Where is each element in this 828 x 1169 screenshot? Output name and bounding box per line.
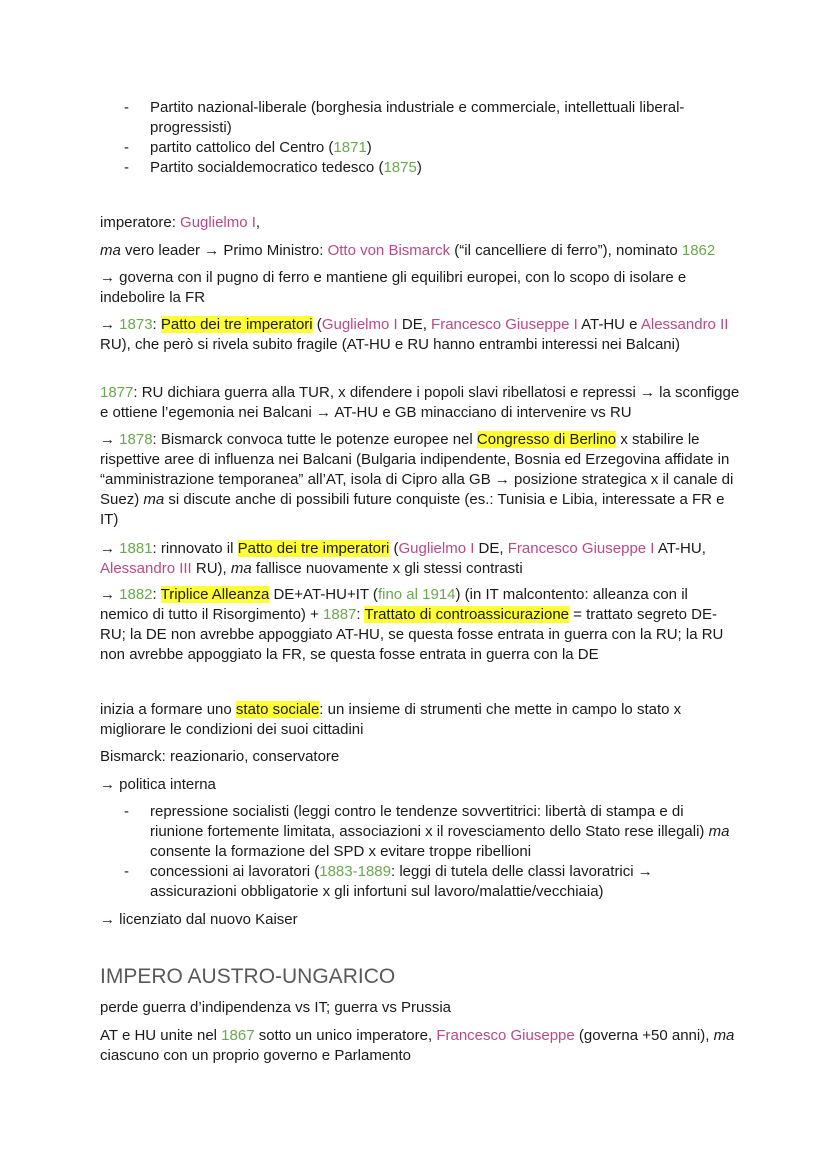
bullet-dash: -: [124, 99, 129, 116]
party-list: [100, 98, 740, 178]
paragraph-1873: → 1873: Patto dei tre imperatori (Guglielmo I DE, Francesco Giuseppe I AT-HU e Alessandro II RU), che però si rivela subito fragile (AT-HU e RU hanno entrambi interessi nei Balcani): [100, 316, 729, 353]
list-item: - concessioni ai lavoratori (1883-1889: leggi di tutela delle classi lavoratrici → assicurazioni obbligatorie x gli infortuni sul lavoro/malattie/vecchiaia): [124, 863, 653, 900]
perde-line: perde guerra d’indipendenza vs IT; guerra vs Prussia: [100, 999, 452, 1016]
paragraph-1877: 1877: RU dichiara guerra alla TUR, x difendere i popoli slavi ribellatosi e repressi → la sconfigge e ottiene l’egemonia nei Balcani → AT-HU e GB minacciano di intervenire vs RU: [100, 384, 740, 421]
list-item: - Partito socialdemocratico tedesco (1875): [124, 159, 422, 176]
governa-paragraph: → governa con il pugno di ferro e mantiene gli equilibri europei, con lo scopo di isolare e indebolire la FR: [100, 269, 687, 306]
athu-paragraph: AT e HU unite nel 1867 sotto un unico imperatore, Francesco Giuseppe (governa +50 anni), ma ciascuno con un proprio governo e Parlamento: [100, 1027, 735, 1064]
bullet-dash: -: [124, 803, 129, 820]
licenziato-line: → licenziato dal nuovo Kaiser: [100, 911, 298, 928]
paragraph-1881: → 1881: rinnovato il Patto dei tre imperatori (Guglielmo I DE, Francesco Giuseppe I AT-HU, Alessandro III RU), ma fallisce nuovamente x gli stessi contrasti: [100, 540, 706, 577]
bullet-dash: -: [124, 863, 129, 880]
stato-sociale-paragraph: inizia a formare uno stato sociale: un insieme di strumenti che mette in campo lo stato x migliorare le condizioni dei suoi cittadini: [100, 701, 682, 738]
emperor-line: imperatore: Guglielmo I,: [100, 214, 261, 231]
list-item: - partito cattolico del Centro (1871): [124, 139, 372, 156]
list-item: - Partito nazional-liberale (borghesia industriale e commerciale, intellettuali liberal-progressisti): [124, 99, 685, 136]
section-heading: IMPERO AUSTRO-UNGARICO: [100, 965, 396, 988]
bullet-dash: -: [124, 139, 129, 156]
policy-list: [100, 802, 740, 902]
bismarck-line: Bismarck: reazionario, conservatore: [100, 748, 340, 765]
paragraph-1878: → 1878: Bismarck convoca tutte le potenze europee nel Congresso di Berlino x stabilire le rispettive aree di influenza nei Balcani (Bulgaria indipendente, Bosnia ed Erzegovina affidate in “amministrazione temporanea” all’AT, isola di Cipro alla GB → posizione strategica x il canale di Suez) ma si discute anche di possibili future conquiste (es.: Tunisia e Libia, interessate a FR e IT): [100, 431, 734, 528]
politica-line: → politica interna: [100, 776, 216, 793]
list-item: - repressione socialisti (leggi contro le tendenze sovvertitrici: libertà di stampa e di riunione fortemente limitata, associazioni x il rovesciamento dello Stato rese illegali) ma consente la formazione del SPD x evitare troppe ribellioni: [124, 803, 730, 860]
bullet-dash: -: [124, 159, 129, 176]
paragraph-1882: → 1882: Triplice Alleanza DE+AT-HU+IT (fino al 1914) (in IT malcontento: alleanza con il nemico di tutto il Risorgimento) + 1887: Trattato di controassicurazione = trattato segreto DE-RU; la DE non avrebbe appoggiato AT-HU, se questa fosse entrata in guerra con la RU; la RU non avrebbe appoggiato la FR, se questa fosse entrata in guerra con la DE: [100, 586, 724, 663]
leader-line: ma vero leader → Primo Ministro: Otto von Bismarck (“il cancelliere di ferro”), nominato 1862: [100, 242, 716, 259]
